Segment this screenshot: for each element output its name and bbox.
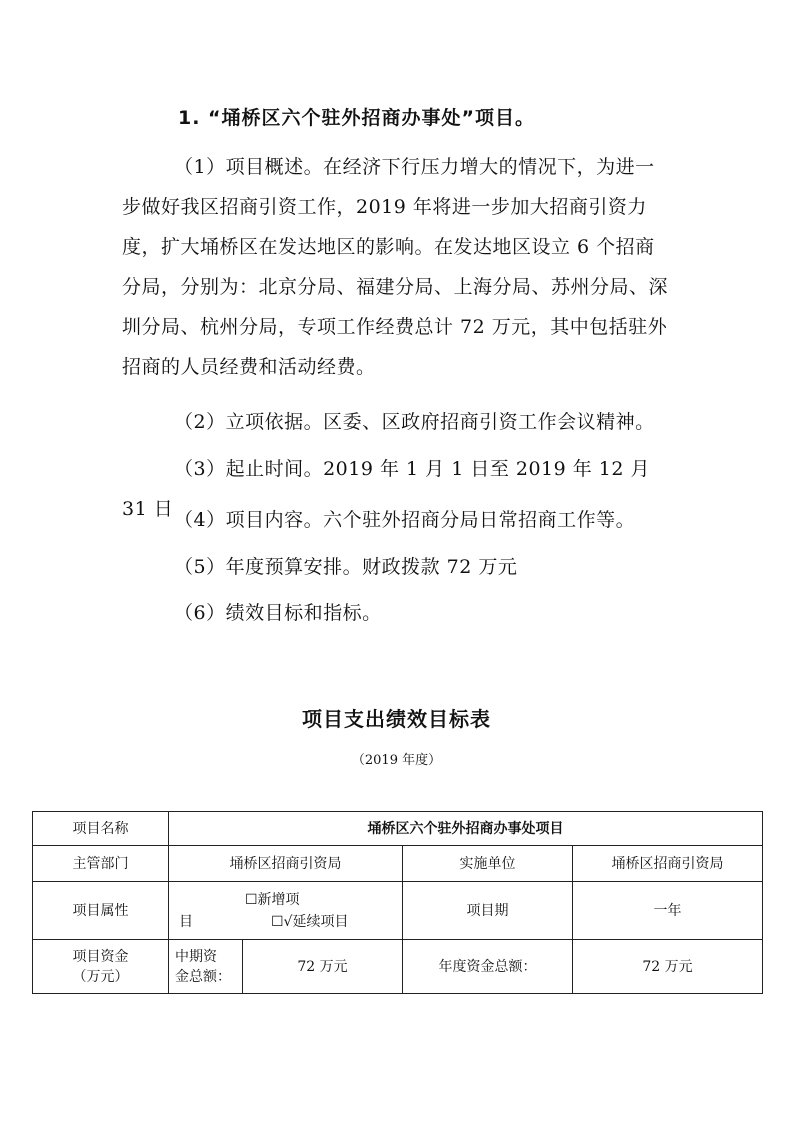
paragraph-targets: （6）绩效目标和指标。 — [174, 602, 382, 624]
annual-funds-label: 年度资金总额： — [403, 940, 573, 994]
funds-label — [33, 940, 169, 994]
attr-options — [169, 882, 403, 940]
paragraph-content: （4）项目内容。六个驻外招商分局日常招商工作等。 — [174, 509, 636, 531]
paragraph-basis-block — [122, 402, 674, 442]
dept-label: 主管部门 — [33, 846, 169, 882]
paragraph-overview: （1）项目概述。在经济下行压力增大的情况下，为进一步做好我区招商引资工作，2019 年将进一步加大招商引资力度，扩大埇桥区在发达地区的影响。在发达地区设立 6 个招商分局，分别为：北京分局、福建分局、上海分局、苏州分局、深圳分局、杭州分局，专项工作经费总计 72 万元，其中包括驻外招商的人员经费和活动经费。 — [122, 156, 669, 378]
impl-unit-value: 埇桥区招商引资局 — [573, 846, 763, 882]
mid-term-label — [169, 940, 243, 994]
period-label: 项目期 — [403, 882, 573, 940]
continuing-project-checkbox[interactable]: ☐√延续项目 — [271, 914, 349, 930]
section-heading: 1. “埇桥区六个驻外招商办事处”项目。 — [178, 107, 536, 129]
paragraph-budget: （5）年度预算安排。财政拨款 72 万元 — [174, 556, 518, 578]
paragraph-targets-block — [122, 593, 674, 633]
dept-value: 埇桥区招商引资局 — [169, 846, 403, 882]
project-name-label: 项目名称 — [33, 812, 169, 846]
table-title: 项目支出绩效目标表 — [302, 707, 491, 731]
attr-label: 项目属性 — [33, 882, 169, 940]
table-subtitle: （2019 年度） — [351, 753, 442, 768]
paragraph-content-block — [122, 500, 674, 540]
paragraph-basis: （2）立项依据。区委、区政府招商引资工作会议精神。 — [174, 411, 655, 433]
funds-label-line1: 项目资金 — [72, 948, 129, 965]
mid-term-value: 72 万元 — [243, 940, 403, 994]
paragraph-overview-block — [122, 147, 674, 387]
new-project-checkbox[interactable]: ☐新增项 — [245, 892, 300, 908]
period-value: 一年 — [573, 882, 763, 940]
table-row — [33, 812, 763, 846]
table-row — [33, 846, 763, 882]
table-row — [33, 940, 763, 994]
project-name-value: 埇桥区六个驻外招商办事处项目 — [169, 812, 763, 846]
new-project-label-cont: 目 — [179, 914, 193, 930]
performance-table — [32, 811, 763, 994]
mid-term-label-line2: 金总额： — [175, 968, 231, 985]
mid-term-label-line1: 中期资 — [175, 948, 217, 965]
paragraph-period: （3）起止时间。2019 年 1 月 1 日至 2019 年 12 月 31 日 — [122, 458, 651, 520]
annual-funds-value: 72 万元 — [573, 940, 763, 994]
impl-unit-label: 实施单位 — [403, 846, 573, 882]
table-row — [33, 882, 763, 940]
funds-label-line2: （万元） — [72, 968, 129, 985]
paragraph-budget-block — [122, 547, 674, 587]
